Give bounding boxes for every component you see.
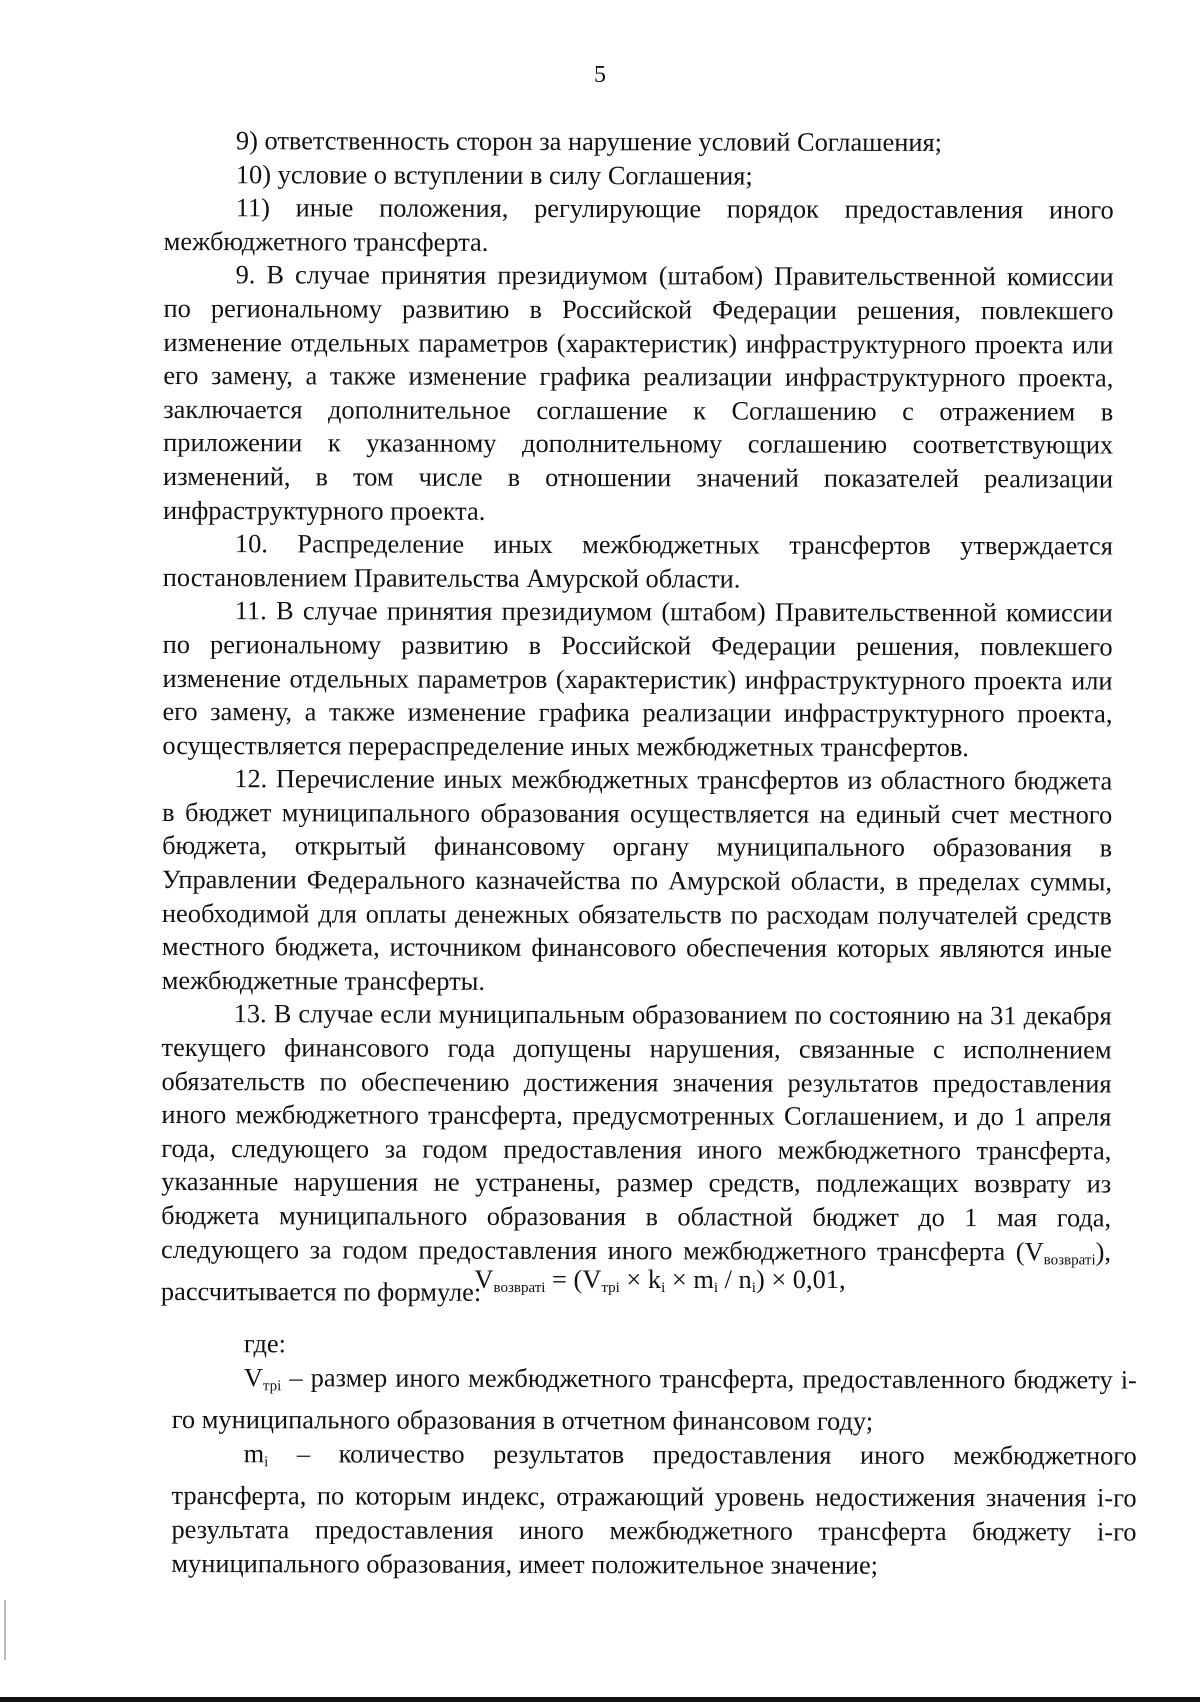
formula-k: × k [619,1264,662,1294]
paragraph-item-10: 10) условие о вступлении в силу Соглашения; [235,158,753,191]
formula-v-subscript: трi [601,1280,620,1296]
definition-m-text: – количество результатов предоставления иного межбюджетного трансферта, по которым индекс, отражающий уровень недостижения значения i-го результата предоставления иного межбюджетного трансферта бюджету i-го муниципального образования, имеет положительное значение; [171,1438,1137,1580]
body-text-lower [171,1327,1137,1583]
body-text-upper [161,124,1114,1311]
formula-lhs: V [474,1264,494,1294]
where-label: где: [243,1328,286,1359]
definition-v-text: – размер иного межбюджетного трансферта, предоставленного бюджету i-го муниципального образования в отчетном финансовом году; [171,1361,1137,1437]
definition-m-symbol: m [243,1437,265,1469]
paragraph-clause-11: 11. В случае принятия президиумом (штабом) Правительственной комиссии по региональному развитию в Российской Федерации решения, повлекшего изменение отдельных параметров (характеристик) инфраструктурного проекта или его замену, а также изменение графика реализации инфраструктурного проекта, осуществляется перераспределение иных межбюджетных трансфертов. [162,595,1113,762]
paragraph-clause-12: 12. Перечисление иных межбюджетных трансфертов из областного бюджета в бюджет муниципального образования осуществляется на единый счет местного бюджета, открытый финансовому органу муниципального образования в Управлении Федерального казначейства по Амурской области, в пределах суммы, необходимой для оплаты денежных обязательств по расходам получателей средств местного бюджета, источником финансового обеспечения которых являются иные межбюджетные трансферты. [161,763,1113,996]
formula-k-subscript: i [661,1280,666,1296]
definition-m-i [171,1437,1136,1583]
clause-13-subscript: возвратi [1043,1251,1096,1269]
definition-m-subscript: i [264,1454,269,1471]
formula-eq: = (V [545,1264,602,1294]
paragraph-item-9: 9) ответственность сторон за нарушение условий Соглашения; [235,125,942,158]
formula-lhs-subscript: возвратi [493,1280,546,1296]
definition-v-subscript: трi [262,1377,282,1394]
formula-m-subscript: i [713,1280,719,1296]
formula-tail: ) × 0,01, [755,1264,846,1294]
scan-edge-mark [4,1600,6,1660]
formula-n-subscript: i [751,1280,756,1296]
clause-13-text: 13. В случае если муниципальным образованием по состоянию на 31 декабря текущего финансового года допущены нарушения, связанные с исполнением обязательств по обеспечению достижения значения результатов предоставления иного межбюджетного трансферта, предусмотренных Соглашением, и до 1 апреля года, следующего за годом предоставления иного межбюджетного трансферта, указанные нарушения не устранены, размер средств, подлежащих возврату из бюджета муниципального образования в областной бюджет до 1 мая года, следующего за годом предоставления иного межбюджетного трансферта (V [161,998,1112,1266]
paragraph-clause-9: 9. В случае принятия президиумом (штабом) Правительственной комиссии по региональному развитию в Российской Федерации решения, повлекшего изменение отдельных параметров (характеристик) инфраструктурного проекта или его замену, а также изменение графика реализации инфраструктурного проекта, заключается дополнительное соглашение к Соглашению с отражением в приложении к указанному дополнительному соглашению соответствующих изменений, в том числе в отношении значений показателей реализации инфраструктурного проекта. [162,259,1114,526]
return-formula [0,1262,1200,1305]
formula-m: × m [665,1264,714,1294]
paragraph-clause-10: 10. Распределение иных межбюджетных трансфертов утверждается постановлением Правительства Амурской области. [162,528,1113,594]
clause-13-tail: ), рассчитывается по формуле: [160,1236,1112,1308]
formula-n: / n [718,1264,752,1294]
page-number: 5 [594,62,606,88]
scan-bottom-rule [0,1697,1200,1702]
definition-v-tri [172,1361,1137,1440]
definition-v-symbol: V [243,1361,263,1392]
paragraph-item-11: 11) иные положения, регулирующие порядок предоставления иного межбюджетного трансферта. [163,192,1114,257]
